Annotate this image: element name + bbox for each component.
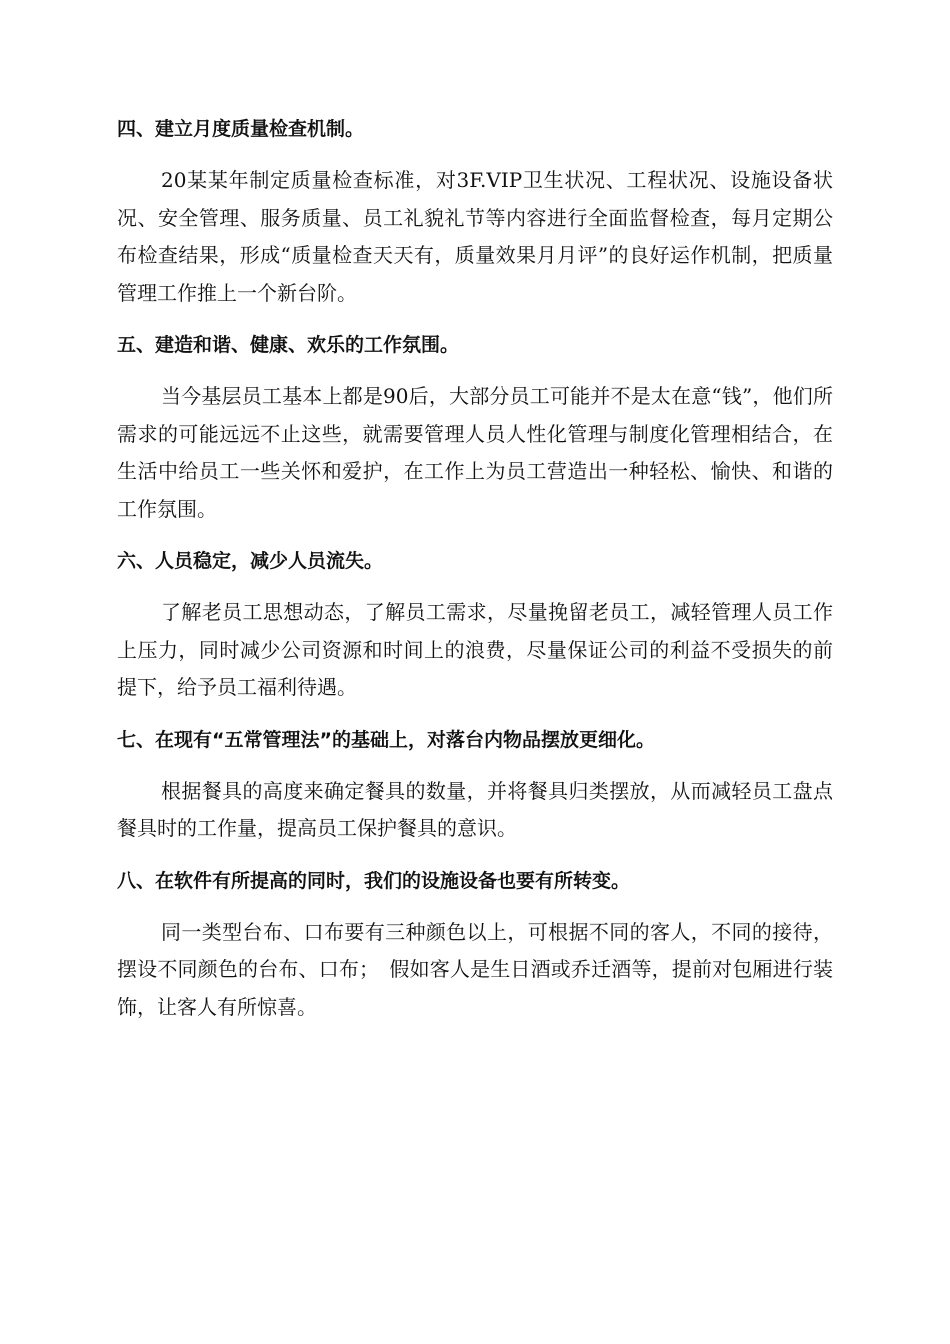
section-heading-5: 五、建造和谐、健康、欢乐的工作氛围。 (117, 334, 460, 356)
section-heading-7: 七、在现有“五常管理法”的基础上，对落台内物品摆放更细化。 (117, 728, 655, 751)
section-body-7: 根据餐具的高度来确定餐具的数量，并将餐具归类摆放，从而减轻员工盘点餐具时的工作量，提高员工保护餐具的意识。 (117, 778, 833, 840)
section-heading-4: 四、建立月度质量检查机制。 (117, 118, 365, 140)
document-page (117, 112, 833, 1042)
section-heading-8: 八、在软件有所提高的同时，我们的设施设备也要有所转变。 (117, 869, 631, 892)
section-body-6: 了解老员工思想动态，了解员工需求，尽量挽留老员工，减轻管理人员工作上压力，同时减少公司资源和时间上的浪费，尽量保证公司的利益不受损失的前提下，给予员工福利待遇。 (117, 600, 833, 699)
section-heading-6: 六、人员稳定，减少人员流失。 (117, 550, 384, 572)
section-body-8: 同一类型台布、口布要有三种颜色以上，可根据不同的客人，不同的接待，摆设不同颜色的台布、口布； 假如客人是生日酒或乔迁酒等，提前对包厢进行装饰，让客人有所惊喜。 (117, 919, 833, 1019)
section-body-5: 当今基层员工基本上都是90后，大部分员工可能并不是太在意“钱”，他们所需求的可能远远不止这些，就需要管理人员人性化管理与制度化管理相结合，在生活中给员工一些关怀和爱护，在工作上为员工营造出一种轻松、愉快、和谐的工作氛围。 (117, 384, 833, 521)
section-body-4: 20某某年制定质量检查标准，对3F.VIP卫生状况、工程状况、设施设备状况、安全管理、服务质量、员工礼貌礼节等内容进行全面监督检查，每月定期公布检查结果，形成“质量检查天天有，质量效果月月评”的良好运作机制，把质量管理工作推上一个新台阶。 (117, 168, 833, 305)
